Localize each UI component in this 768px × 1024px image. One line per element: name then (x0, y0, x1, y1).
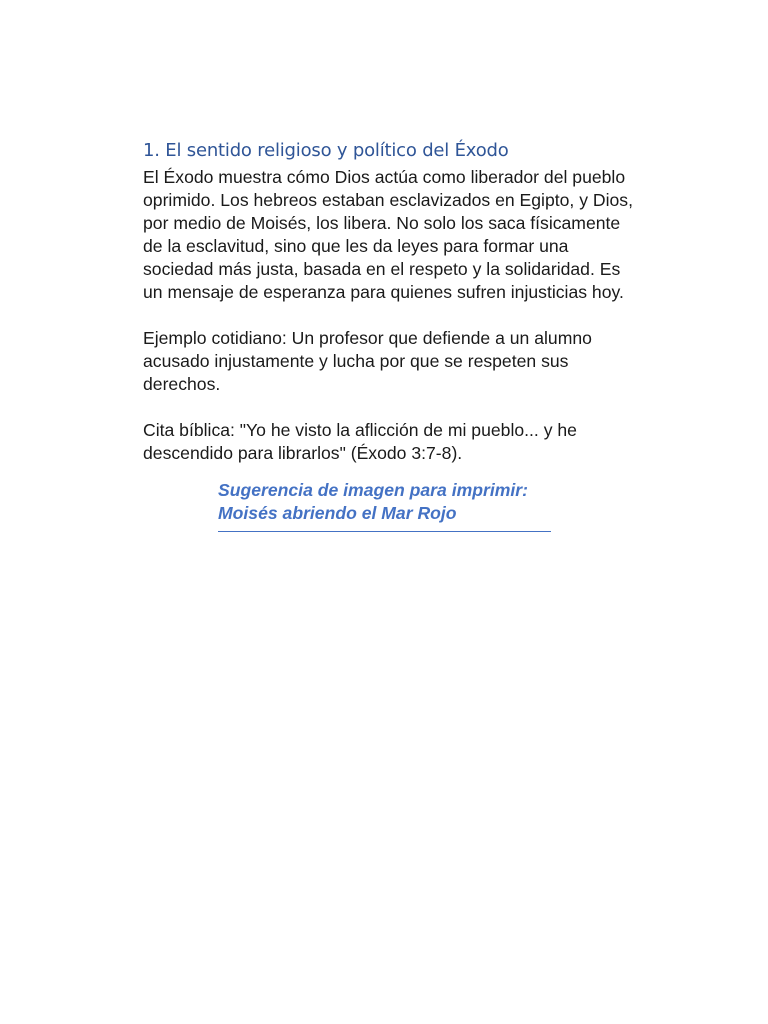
paragraph-spacer (143, 304, 633, 327)
intro-paragraph: El Éxodo muestra cómo Dios actúa como liberador del pueblo oprimido. Los hebreos estaban esclavizados en Egipto, y Dios, por medio de Moisés, los libera. No solo los saca físicamente de la esclavitud, sino que les da leyes para formar una sociedad más justa, basada en el respeto y la solidaridad. Es un mensaje de esperanza para quienes sufren injusticias hoy. (143, 167, 633, 302)
image-suggestion-box (218, 479, 551, 532)
document-body (143, 138, 633, 532)
quote-paragraph: Cita bíblica: "Yo he visto la aflicción de mi pueblo... y he descendido para librarlos" (Éxodo 3:7-8). (143, 420, 577, 463)
paragraph-spacer (143, 396, 633, 419)
image-suggestion-text: Sugerencia de imagen para imprimir: Moisés abriendo el Mar Rojo (218, 480, 528, 523)
example-paragraph: Ejemplo cotidiano: Un profesor que defiende a un alumno acusado injustamente y lucha por que se respeten sus derechos. (143, 328, 592, 394)
section-heading: 1. El sentido religioso y político del Éxodo (143, 140, 509, 161)
